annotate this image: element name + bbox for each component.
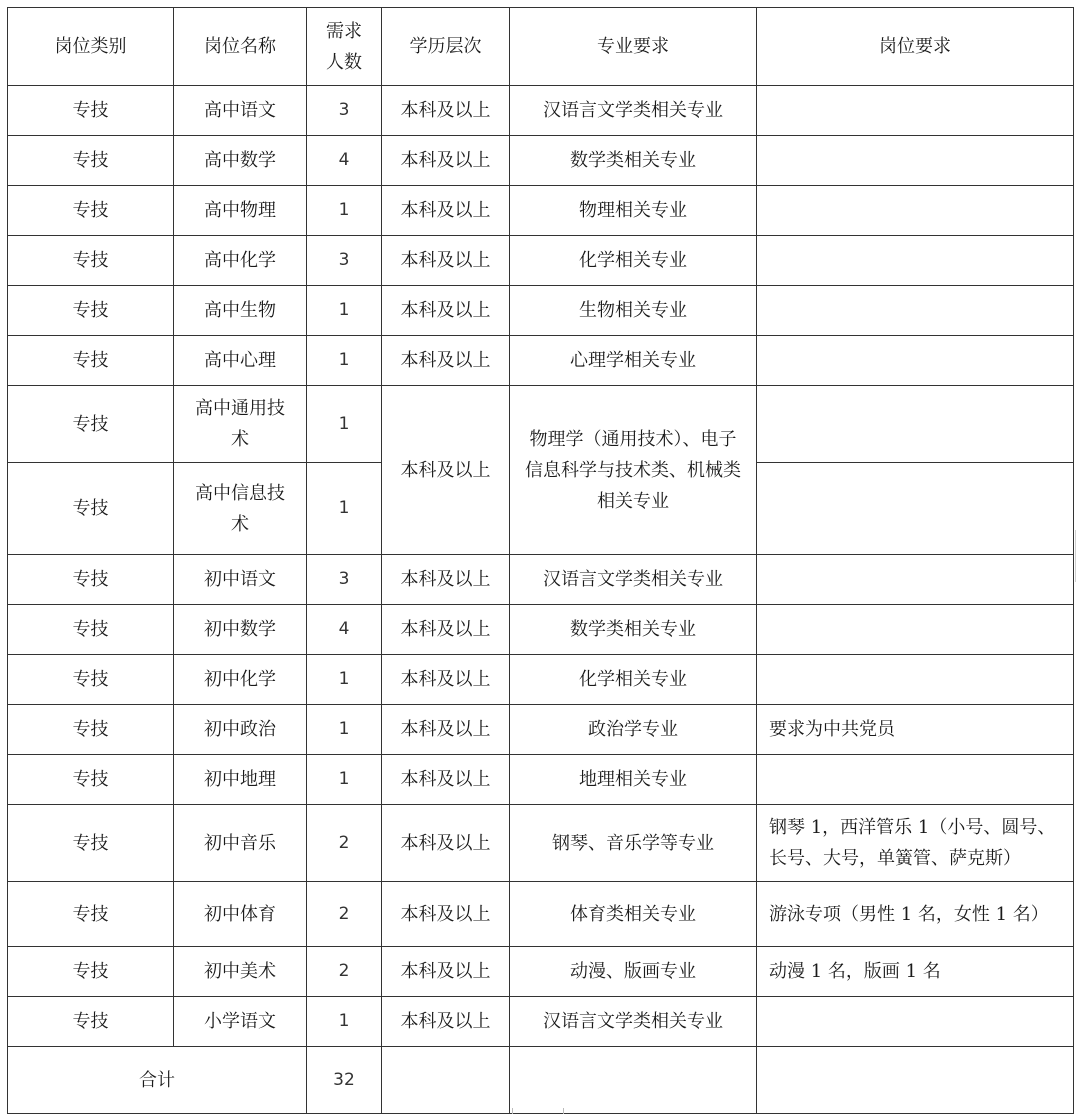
count-cell: 2: [307, 805, 382, 882]
position-name-cell: 高中信息技术: [174, 463, 307, 555]
count-cell: 4: [307, 136, 382, 186]
requirement-cell: [757, 997, 1074, 1047]
requirement-cell: [757, 136, 1074, 186]
category-cell: 专技: [8, 882, 174, 947]
education-cell: 本科及以上: [382, 336, 510, 386]
table-row: [8, 386, 1074, 463]
category-cell: 专技: [8, 997, 174, 1047]
major-cell: 地理相关专业: [510, 755, 757, 805]
count-cell: 2: [307, 882, 382, 947]
header-cell: 岗位名称: [174, 8, 307, 86]
count-cell: 3: [307, 236, 382, 286]
major-cell: 生物相关专业: [510, 286, 757, 336]
position-name-cell: 小学语文: [174, 997, 307, 1047]
requirement-cell: [757, 336, 1074, 386]
requirement-cell: [757, 186, 1074, 236]
requirement-cell: [757, 86, 1074, 136]
category-cell: 专技: [8, 386, 174, 463]
empty-cell: [510, 1047, 757, 1114]
table-row: [8, 605, 1074, 655]
table-row: [8, 705, 1074, 755]
category-cell: 专技: [8, 805, 174, 882]
requirement-cell: [757, 286, 1074, 336]
position-name-cell: 初中美术: [174, 947, 307, 997]
table-row: [8, 997, 1074, 1047]
major-cell: 物理学（通用技术）、电子信息科学与技术类、机械类相关专业: [510, 386, 757, 555]
position-name-cell: 初中地理: [174, 755, 307, 805]
position-name-cell: 高中心理: [174, 336, 307, 386]
position-name-cell: 初中政治: [174, 705, 307, 755]
position-name-cell: 高中物理: [174, 186, 307, 236]
requirement-cell: 动漫 1 名，版画 1 名: [757, 947, 1074, 997]
education-cell: 本科及以上: [382, 997, 510, 1047]
position-name-cell: 初中体育: [174, 882, 307, 947]
education-cell: 本科及以上: [382, 186, 510, 236]
position-name-cell: 高中通用技术: [174, 386, 307, 463]
count-cell: 3: [307, 555, 382, 605]
table-body: [8, 8, 1074, 1114]
header-row: [8, 8, 1074, 86]
table-row: [8, 136, 1074, 186]
table-row: [8, 882, 1074, 947]
table-row: [8, 186, 1074, 236]
requirement-cell: [757, 386, 1074, 463]
education-cell: 本科及以上: [382, 286, 510, 336]
major-cell: 体育类相关专业: [510, 882, 757, 947]
table-row: [8, 805, 1074, 882]
empty-cell: [757, 1047, 1074, 1114]
position-name-cell: 初中化学: [174, 655, 307, 705]
category-cell: 专技: [8, 705, 174, 755]
category-cell: 专技: [8, 186, 174, 236]
major-cell: 数学类相关专业: [510, 605, 757, 655]
education-cell: 本科及以上: [382, 136, 510, 186]
education-cell: 本科及以上: [382, 655, 510, 705]
table-row: [8, 555, 1074, 605]
table-row: [8, 286, 1074, 336]
position-name-cell: 高中生物: [174, 286, 307, 336]
count-cell: 3: [307, 86, 382, 136]
table-row: [8, 236, 1074, 286]
table-row: [8, 336, 1074, 386]
category-cell: 专技: [8, 336, 174, 386]
education-cell: 本科及以上: [382, 605, 510, 655]
position-name-cell: 初中数学: [174, 605, 307, 655]
requirement-cell: 要求为中共党员: [757, 705, 1074, 755]
requirement-cell: [757, 555, 1074, 605]
count-cell: 1: [307, 336, 382, 386]
count-cell: 1: [307, 386, 382, 463]
education-cell: 本科及以上: [382, 947, 510, 997]
requirement-cell: [757, 236, 1074, 286]
education-cell: 本科及以上: [382, 755, 510, 805]
requirement-cell: [757, 655, 1074, 705]
total-count-cell: 32: [307, 1047, 382, 1114]
header-cell: 岗位类别: [8, 8, 174, 86]
requirement-cell: [757, 463, 1074, 555]
count-cell: 2: [307, 947, 382, 997]
category-cell: 专技: [8, 605, 174, 655]
category-cell: 专技: [8, 655, 174, 705]
header-cell: 学历层次: [382, 8, 510, 86]
table-row: [8, 86, 1074, 136]
count-cell: 1: [307, 286, 382, 336]
page-edge-mark: [512, 1108, 564, 1114]
education-cell: 本科及以上: [382, 882, 510, 947]
category-cell: 专技: [8, 755, 174, 805]
category-cell: 专技: [8, 86, 174, 136]
count-cell: 1: [307, 463, 382, 555]
count-cell: 1: [307, 755, 382, 805]
table-row: [8, 755, 1074, 805]
category-cell: 专技: [8, 236, 174, 286]
count-cell: 1: [307, 997, 382, 1047]
total-label-cell: 合计: [8, 1047, 307, 1114]
major-cell: 汉语言文学类相关专业: [510, 555, 757, 605]
requirement-cell: 游泳专项（男性 1 名，女性 1 名）: [757, 882, 1074, 947]
education-cell: 本科及以上: [382, 705, 510, 755]
education-cell: 本科及以上: [382, 386, 510, 555]
count-cell: 4: [307, 605, 382, 655]
recruitment-table: [7, 7, 1074, 1114]
requirement-cell: 钢琴 1，西洋管乐 1（小号、圆号、长号、大号，单簧管、萨克斯）: [757, 805, 1074, 882]
major-cell: 汉语言文学类相关专业: [510, 997, 757, 1047]
education-cell: 本科及以上: [382, 805, 510, 882]
header-cell: 专业要求: [510, 8, 757, 86]
education-cell: 本科及以上: [382, 236, 510, 286]
major-cell: 心理学相关专业: [510, 336, 757, 386]
header-cell: 岗位要求: [757, 8, 1074, 86]
major-cell: 汉语言文学类相关专业: [510, 86, 757, 136]
position-name-cell: 高中语文: [174, 86, 307, 136]
category-cell: 专技: [8, 286, 174, 336]
position-name-cell: 初中音乐: [174, 805, 307, 882]
table-row: [8, 655, 1074, 705]
major-cell: 化学相关专业: [510, 655, 757, 705]
category-cell: 专技: [8, 947, 174, 997]
total-row: [8, 1047, 1074, 1114]
table-row: [8, 947, 1074, 997]
header-cell: 需求人数: [307, 8, 382, 86]
count-cell: 1: [307, 186, 382, 236]
position-name-cell: 初中语文: [174, 555, 307, 605]
count-cell: 1: [307, 655, 382, 705]
major-cell: 钢琴、音乐学等专业: [510, 805, 757, 882]
major-cell: 政治学专业: [510, 705, 757, 755]
category-cell: 专技: [8, 555, 174, 605]
requirement-cell: [757, 605, 1074, 655]
education-cell: 本科及以上: [382, 555, 510, 605]
category-cell: 专技: [8, 136, 174, 186]
major-cell: 动漫、版画专业: [510, 947, 757, 997]
position-name-cell: 高中数学: [174, 136, 307, 186]
education-cell: 本科及以上: [382, 86, 510, 136]
count-cell: 1: [307, 705, 382, 755]
major-cell: 数学类相关专业: [510, 136, 757, 186]
page-edge-mark: [1075, 530, 1080, 582]
empty-cell: [382, 1047, 510, 1114]
major-cell: 物理相关专业: [510, 186, 757, 236]
major-cell: 化学相关专业: [510, 236, 757, 286]
position-name-cell: 高中化学: [174, 236, 307, 286]
category-cell: 专技: [8, 463, 174, 555]
requirement-cell: [757, 755, 1074, 805]
